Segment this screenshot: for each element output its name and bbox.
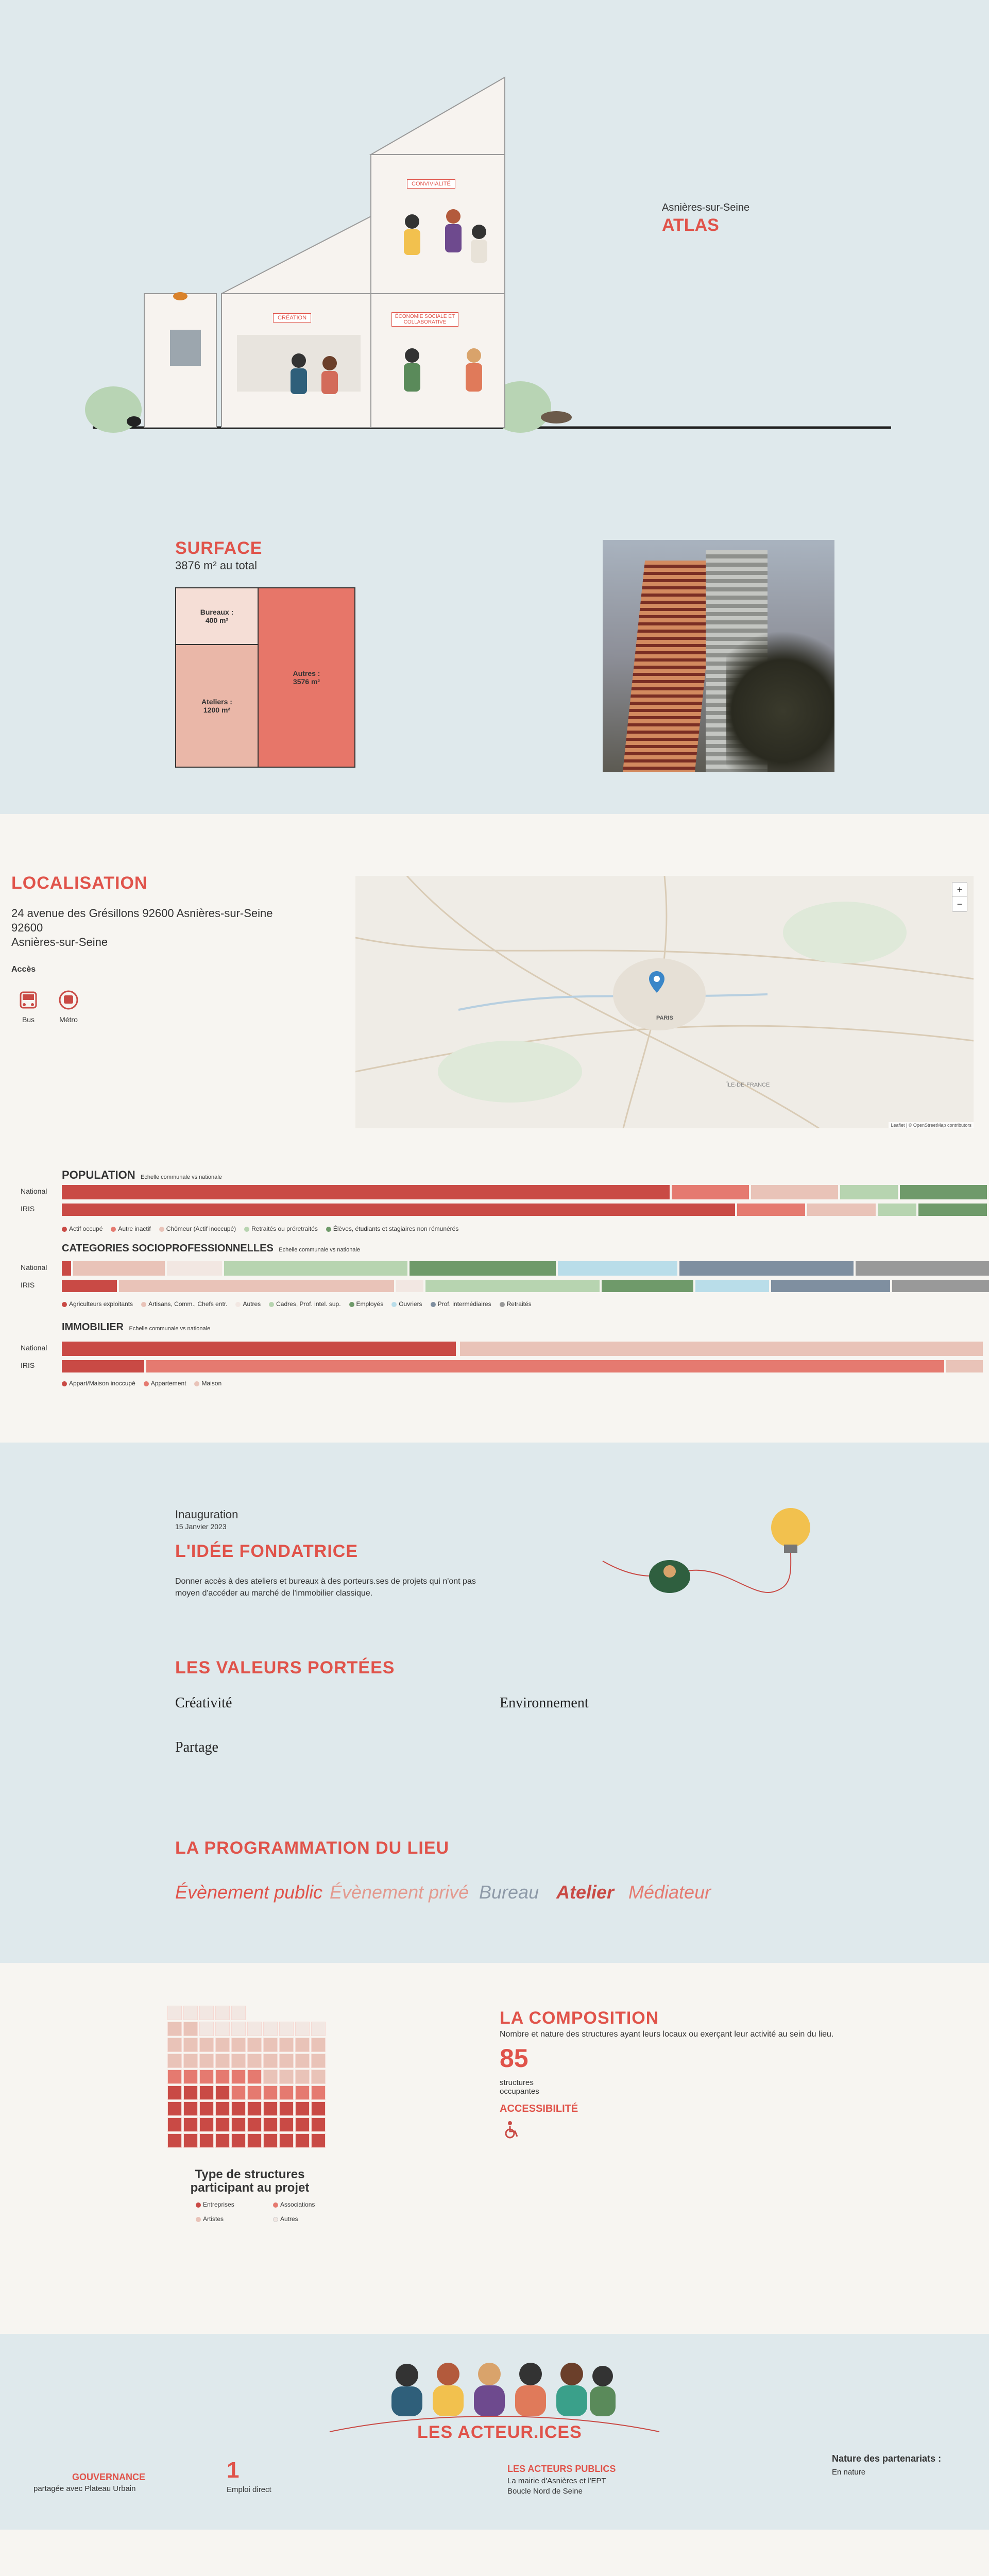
structure-cell	[311, 2102, 326, 2116]
legend-dot	[111, 1227, 116, 1232]
legend-dot	[62, 1381, 67, 1386]
structure-cell	[167, 2086, 182, 2100]
bar-segment	[62, 1342, 456, 1356]
acteurs-section	[0, 2334, 989, 2530]
bar-segment	[62, 1204, 735, 1216]
structure-cell	[311, 2133, 326, 2148]
structure-cell	[263, 2038, 278, 2052]
grid-title: Type de structures participant au projet	[190, 2167, 310, 2195]
surface-total: 3876 m² au total	[175, 559, 257, 572]
structure-cell	[279, 2070, 294, 2084]
emploi-count: 1	[227, 2458, 240, 2483]
surface-ateliers-value: 1200 m²	[203, 706, 231, 714]
hero-city: Asnières-sur-Seine	[662, 202, 750, 213]
bar-segment	[396, 1280, 423, 1292]
lightbulb-illustration	[598, 1499, 814, 1633]
structure-cell	[167, 2102, 182, 2116]
surface-block-ateliers	[176, 645, 259, 767]
acteurs-illustration	[381, 2354, 618, 2416]
map-zoom-out-button[interactable]: −	[957, 899, 963, 909]
structure-cell	[167, 2117, 182, 2132]
projet-section	[0, 1443, 989, 1963]
structure-cell	[231, 2054, 246, 2068]
legend-dot-associations	[273, 2202, 278, 2208]
legend-item	[62, 1300, 133, 1308]
hero-illustration	[82, 67, 907, 438]
structure-cell	[295, 2038, 310, 2052]
bar-segment	[892, 1280, 989, 1292]
address-line2: 92600	[11, 921, 43, 934]
bar-segment	[62, 1360, 144, 1372]
legend-item	[500, 1300, 532, 1308]
structure-cell	[279, 2117, 294, 2132]
immobilier-row-national: National	[21, 1344, 47, 1352]
hero-section	[0, 0, 989, 453]
structure-cell	[215, 2086, 230, 2100]
legend-item	[244, 1225, 318, 1232]
csp-sub: Echelle communale vs nationale	[279, 1247, 361, 1253]
structure-cell	[247, 2133, 262, 2148]
legend-entreprises: Entreprises	[203, 2201, 234, 2208]
composition-desc: Nombre et nature des structures ayant leurs locaux ou exerçant leur activité au sein du lieu.	[500, 2030, 834, 2039]
legend-item	[326, 1225, 458, 1232]
valeur-2: Environnement	[500, 1695, 589, 1711]
structure-cell	[311, 2038, 326, 2052]
structure-cell	[167, 2133, 182, 2148]
structure-cell	[311, 2022, 326, 2036]
structure-cell	[231, 2006, 246, 2020]
localisation-heading: LOCALISATION	[11, 873, 148, 893]
programmation-heading: LA PROGRAMMATION DU LIEU	[175, 1838, 450, 1858]
structure-cell	[199, 2133, 214, 2148]
structure-cell	[279, 2133, 294, 2148]
prog-evenement-prive: Évènement privé	[330, 1882, 469, 1903]
emploi-label: Emploi direct	[227, 2485, 271, 2494]
structure-cell	[263, 2133, 278, 2148]
legend-label: Élèves, étudiants et stagiaires non rémunérés	[333, 1225, 459, 1232]
structure-cell	[263, 2054, 278, 2068]
legend-item	[431, 1300, 491, 1308]
bar-segment	[224, 1261, 407, 1276]
immobilier-sub: Echelle communale vs nationale	[129, 1326, 211, 1332]
structure-cell	[295, 2070, 310, 2084]
map-marker-icon[interactable]	[649, 971, 664, 993]
prog-evenement-public: Évènement public	[175, 1882, 323, 1903]
structure-cell	[215, 2070, 230, 2084]
structure-cell	[263, 2070, 278, 2084]
valeur-1: Créativité	[175, 1695, 232, 1711]
bar-segment	[737, 1204, 806, 1216]
structure-cell	[311, 2086, 326, 2100]
map[interactable]	[355, 876, 974, 1128]
hero-label-creation: CRÉATION	[273, 313, 311, 323]
structure-cell	[311, 2070, 326, 2084]
legend-dot	[349, 1302, 354, 1307]
immobilier-heading: IMMOBILIER	[62, 1321, 124, 1333]
legend-item	[269, 1300, 340, 1308]
bar-segment	[771, 1280, 890, 1292]
prog-bureau: Bureau	[479, 1882, 539, 1903]
legend-item	[159, 1225, 236, 1232]
structure-cell	[183, 2086, 198, 2100]
structure-cell	[183, 2006, 198, 2020]
bar-segment	[73, 1261, 165, 1276]
structure-cell	[215, 2102, 230, 2116]
structure-cell	[199, 2054, 214, 2068]
structure-cell	[295, 2086, 310, 2100]
legend-item	[141, 1300, 227, 1308]
structure-cell	[215, 2117, 230, 2132]
composition-legend	[196, 2201, 340, 2223]
structure-cell	[231, 2086, 246, 2100]
prog-atelier: Atelier	[556, 1882, 615, 1903]
structure-cell	[199, 2006, 214, 2020]
idee-text: Donner accès à des ateliers et bureaux à des porteurs.ses de projets qui n'ont pas moyen d'accéder au marché de l'immobilier classique.	[175, 1577, 476, 1598]
bar-segment	[900, 1185, 987, 1199]
legend-label: Artisans, Comm., Chefs entr.	[148, 1300, 228, 1308]
structure-cell	[183, 2038, 198, 2052]
legend-item	[111, 1225, 150, 1232]
csp-row-national: National	[21, 1263, 47, 1272]
structure-cell	[199, 2022, 214, 2036]
hero-title: ATLAS	[662, 215, 719, 235]
map-city-label: PARIS	[656, 1015, 673, 1021]
structure-cell	[231, 2133, 246, 2148]
legend-label: Appartement	[150, 1380, 186, 1387]
csp-legend	[62, 1300, 540, 1308]
surface-bureaux-label: Bureaux :	[200, 608, 234, 616]
structure-cell	[279, 2022, 294, 2036]
structure-cell	[263, 2086, 278, 2100]
prog-mediateur: Médiateur	[628, 1882, 711, 1903]
legend-label: Maison	[201, 1380, 222, 1387]
bar-segment	[425, 1280, 600, 1292]
acteurs-publics-label: LES ACTEURS PUBLICS	[507, 2464, 616, 2474]
legend-label: Autre inactif	[118, 1225, 151, 1232]
acces-metro-label: Métro	[59, 1015, 78, 1024]
inauguration-date: 15 Janvier 2023	[175, 1522, 227, 1531]
legend-dot-entreprises	[196, 2202, 201, 2208]
structure-cell	[215, 2006, 230, 2020]
bar-segment	[62, 1261, 71, 1276]
legend-dot	[431, 1302, 436, 1307]
structure-cell	[263, 2102, 278, 2116]
legend-dot	[244, 1227, 249, 1232]
structure-cell	[295, 2117, 310, 2132]
surface-ateliers-label: Ateliers :	[201, 698, 232, 706]
structure-cell	[199, 2102, 214, 2116]
population-legend	[62, 1225, 467, 1232]
legend-label: Actif occupé	[69, 1225, 103, 1232]
legend-item	[62, 1380, 135, 1387]
population-bar-national	[62, 1185, 979, 1199]
immobilier-bar-iris	[62, 1360, 979, 1372]
bar-segment	[946, 1360, 983, 1372]
structures-grid	[167, 2006, 332, 2155]
composition-count-label: structures occupantes	[500, 2078, 539, 2096]
valeurs-heading: LES VALEURS PORTÉES	[175, 1658, 395, 1677]
legend-autres: Autres	[280, 2215, 298, 2223]
structure-cell	[295, 2022, 310, 2036]
structure-cell	[295, 2054, 310, 2068]
bus-icon	[16, 989, 40, 1013]
bar-segment	[167, 1261, 222, 1276]
legend-item	[235, 1300, 261, 1308]
structure-cell	[231, 2022, 246, 2036]
legend-dot	[62, 1302, 67, 1307]
surface-autres-label: Autres :	[293, 669, 320, 677]
bar-segment	[672, 1185, 749, 1199]
population-header	[62, 1168, 222, 1182]
legend-label: Employés	[356, 1300, 384, 1308]
bar-segment	[679, 1261, 854, 1276]
legend-label: Autres	[243, 1300, 261, 1308]
surface-block-bureaux	[176, 588, 259, 645]
surface-heading: SURFACE	[175, 538, 263, 558]
structure-cell	[279, 2102, 294, 2116]
structure-cell	[231, 2038, 246, 2052]
bar-segment	[695, 1280, 769, 1292]
population-row-national: National	[21, 1187, 47, 1195]
structure-cell	[183, 2022, 198, 2036]
bar-segment	[460, 1342, 983, 1356]
bar-segment	[918, 1204, 987, 1216]
legend-dot	[62, 1227, 67, 1232]
address-line1: 24 avenue des Grésillons 92600 Asnières-sur-Seine	[11, 907, 273, 920]
surface-block-autres	[259, 588, 354, 767]
bar-segment	[807, 1204, 876, 1216]
structure-cell	[167, 2070, 182, 2084]
structure-cell	[183, 2054, 198, 2068]
immobilier-header	[62, 1321, 210, 1333]
structure-cell	[247, 2054, 262, 2068]
acces-bus-label: Bus	[22, 1015, 35, 1024]
structure-cell	[183, 2133, 198, 2148]
map-zoom-in-button[interactable]: +	[952, 883, 967, 897]
legend-dot	[159, 1227, 164, 1232]
structure-cell	[183, 2070, 198, 2084]
structure-cell	[215, 2038, 230, 2052]
acces-label: Accès	[11, 965, 36, 974]
bar-segment	[840, 1185, 898, 1199]
legend-label: Agriculteurs exploitants	[69, 1300, 133, 1308]
address-line3: Asnières-sur-Seine	[11, 936, 108, 948]
structure-cell	[199, 2117, 214, 2132]
bar-segment	[751, 1185, 838, 1199]
structure-cell	[263, 2022, 278, 2036]
structure-cell	[199, 2070, 214, 2084]
csp-bar-iris	[62, 1280, 979, 1292]
structure-cell	[311, 2054, 326, 2068]
structure-cell	[167, 2006, 182, 2020]
legend-dot-artistes	[196, 2217, 201, 2222]
structure-cell	[279, 2038, 294, 2052]
accessibilite-label: ACCESSIBILITÉ	[500, 2103, 578, 2114]
wheelchair-icon	[503, 2120, 521, 2139]
csp-bar-national	[62, 1261, 979, 1276]
structure-cell	[231, 2117, 246, 2132]
structure-cell	[167, 2022, 182, 2036]
csp-heading: CATEGORIES SOCIOPROFESSIONNELLES	[62, 1243, 274, 1254]
structure-cell	[231, 2070, 246, 2084]
legend-artistes: Artistes	[203, 2215, 224, 2223]
map-credit[interactable]: Leaflet | © OpenStreetMap contributors	[889, 1122, 974, 1128]
legend-label: Appart/Maison inoccupé	[69, 1380, 135, 1387]
legend-dot	[144, 1381, 149, 1386]
immobilier-legend	[62, 1380, 230, 1387]
structure-cell	[247, 2070, 262, 2084]
legend-item	[391, 1300, 422, 1308]
immobilier-bar-national	[62, 1342, 979, 1356]
legend-label: Prof. intermédiaires	[437, 1300, 491, 1308]
legend-dot	[194, 1381, 199, 1386]
structure-cell	[279, 2086, 294, 2100]
inauguration-label: Inauguration	[175, 1508, 238, 1521]
surface-treemap	[175, 587, 355, 768]
idee-heading: L'IDÉE FONDATRICE	[175, 1541, 359, 1561]
legend-label: Retraités	[506, 1300, 532, 1308]
map-zoom-control	[952, 882, 967, 912]
partenariats-value: En nature	[832, 2468, 866, 2477]
structure-cell	[199, 2086, 214, 2100]
bar-segment	[602, 1280, 693, 1292]
bar-segment	[146, 1360, 944, 1372]
acteurs-publics-value: La mairie d'Asnières et l'EPT Boucle Nord de Seine	[507, 2477, 606, 2496]
structure-cell	[183, 2117, 198, 2132]
structure-cell	[247, 2102, 262, 2116]
bar-segment	[62, 1280, 117, 1292]
composition-section	[0, 1963, 989, 2334]
legend-label: Chômeur (Actif inoccupé)	[166, 1225, 236, 1232]
surface-section	[0, 453, 989, 814]
legend-label: Cadres, Prof. intel. sup.	[276, 1300, 341, 1308]
legend-item	[62, 1225, 103, 1232]
legend-dot	[500, 1302, 505, 1307]
bar-segment	[410, 1261, 556, 1276]
structure-cell	[311, 2117, 326, 2132]
metro-icon	[57, 989, 80, 1013]
building-photo	[603, 540, 834, 772]
structure-cell	[167, 2038, 182, 2052]
structure-cell	[247, 2038, 262, 2052]
structure-cell	[215, 2133, 230, 2148]
legend-dot	[141, 1302, 146, 1307]
population-bar-iris	[62, 1204, 979, 1216]
structure-cell	[279, 2054, 294, 2068]
valeur-3: Partage	[175, 1739, 218, 1755]
legend-item	[349, 1300, 384, 1308]
structure-cell	[247, 2086, 262, 2100]
composition-count: 85	[500, 2044, 528, 2073]
surface-autres-value: 3576 m²	[293, 677, 320, 686]
bar-segment	[62, 1185, 670, 1199]
acces-metro	[57, 989, 80, 1024]
structure-cell	[295, 2133, 310, 2148]
csp-row-iris: IRIS	[21, 1281, 35, 1289]
bar-segment	[119, 1280, 394, 1292]
population-row-iris: IRIS	[21, 1205, 35, 1213]
csp-header	[62, 1243, 360, 1255]
structure-cell	[183, 2102, 198, 2116]
bar-segment	[558, 1261, 677, 1276]
legend-dot	[326, 1227, 331, 1232]
legend-dot	[235, 1302, 241, 1307]
immobilier-row-iris: IRIS	[21, 1361, 35, 1369]
map-region-label: ÎLE-DE-FRANCE	[726, 1082, 770, 1088]
structure-cell	[295, 2102, 310, 2116]
partenariats-label: Nature des partenariats :	[832, 2453, 942, 2464]
gouvernance-value: partagée avec Plateau Urbain	[33, 2484, 136, 2493]
population-heading: POPULATION	[62, 1168, 135, 1181]
bar-segment	[856, 1261, 989, 1276]
acces-bus	[16, 989, 40, 1024]
hero-label-economie: ÉCONOMIE SOCIALE ET COLLABORATIVE	[391, 312, 458, 327]
legend-label: Ouvriers	[399, 1300, 422, 1308]
map-roads	[355, 876, 974, 1128]
legend-dot-autres	[273, 2217, 278, 2222]
localisation-section	[0, 814, 989, 1443]
gouvernance-label: GOUVERNANCE	[72, 2472, 146, 2482]
legend-item	[194, 1380, 221, 1387]
surface-bureaux-value: 400 m²	[205, 616, 229, 624]
structure-cell	[215, 2022, 230, 2036]
structure-cell	[199, 2038, 214, 2052]
bar-segment	[878, 1204, 917, 1216]
legend-label: Retraités ou préretraités	[251, 1225, 318, 1232]
legend-dot	[391, 1302, 397, 1307]
population-sub: Echelle communale vs nationale	[141, 1174, 222, 1180]
structure-cell	[263, 2117, 278, 2132]
composition-heading: LA COMPOSITION	[500, 2008, 659, 2028]
hero-label-convivialite: CONVIVIALITÉ	[407, 179, 455, 189]
structure-cell	[247, 2117, 262, 2132]
structure-cell	[247, 2022, 262, 2036]
acteurs-heading: LES ACTEUR.ICES	[417, 2422, 582, 2442]
legend-dot	[269, 1302, 274, 1307]
structure-cell	[231, 2102, 246, 2116]
structure-cell	[215, 2054, 230, 2068]
legend-associations: Associations	[280, 2201, 315, 2208]
legend-item	[144, 1380, 186, 1387]
moyens-section	[0, 2530, 989, 2576]
structure-cell	[167, 2054, 182, 2068]
